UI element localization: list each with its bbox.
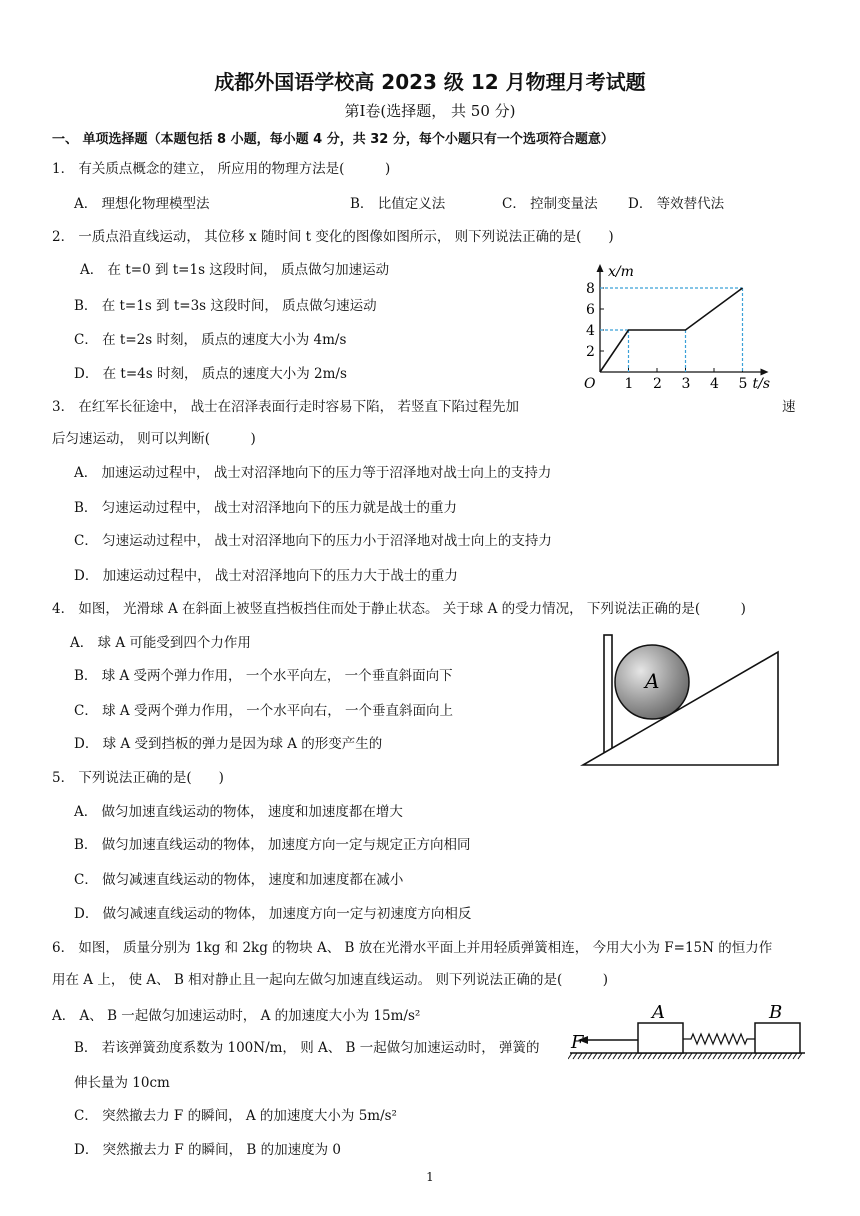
force-label: F bbox=[571, 1032, 584, 1053]
hatch-line bbox=[688, 1053, 692, 1059]
hatch-line bbox=[793, 1053, 797, 1059]
q3-stem-line2: 后匀速运动， 则可以判断( ) bbox=[52, 431, 256, 447]
hatch-line bbox=[723, 1053, 727, 1059]
hatch-line bbox=[633, 1053, 637, 1059]
q3-option-d: D． 加速运动过程中， 战士对沼泽地向下的压力大于战士的重力 bbox=[74, 568, 458, 584]
hatch-line bbox=[573, 1053, 577, 1059]
y-axis-arrow bbox=[597, 264, 604, 272]
q2-option-c: C． 在 t=2s 时刻， 质点的速度大小为 4m/s bbox=[74, 332, 347, 348]
q4-option-c: C． 球 A 受两个弹力作用， 一个水平向右， 一个垂直斜面向上 bbox=[74, 703, 454, 719]
q5-option-b: B． 做匀加速直线运动的物体， 加速度方向一定与规定正方向相同 bbox=[74, 837, 471, 853]
hatch-line bbox=[728, 1053, 732, 1059]
hatch-line bbox=[663, 1053, 667, 1059]
q1-stem: 1． 有关质点概念的建立， 所应用的物理方法是( ) bbox=[52, 161, 391, 177]
hatch-line bbox=[788, 1053, 792, 1059]
q5-option-c: C． 做匀减速直线运动的物体， 速度和加速度都在减小 bbox=[74, 872, 404, 888]
block-a-label: A bbox=[652, 1002, 665, 1023]
baffle-wall bbox=[604, 635, 612, 760]
hatch-line bbox=[658, 1053, 662, 1059]
ground-hatching bbox=[568, 1053, 802, 1059]
incline-ball-figure bbox=[575, 630, 785, 770]
y-tick-label: 6 bbox=[586, 302, 595, 318]
hatch-line bbox=[703, 1053, 707, 1059]
hatch-line bbox=[653, 1053, 657, 1059]
hatch-line bbox=[618, 1053, 622, 1059]
hatch-line bbox=[578, 1053, 582, 1059]
q3-stem-line1: 3． 在红军长征途中， 战士在沼泽表面行走时容易下陷， 若竖直下陷过程先加 bbox=[52, 399, 519, 415]
spring bbox=[683, 1034, 755, 1044]
hatch-line bbox=[798, 1053, 802, 1059]
hatch-line bbox=[623, 1053, 627, 1059]
block-b bbox=[755, 1023, 800, 1053]
q6-option-d: D． 突然撤去力 F 的瞬间， B 的加速度为 0 bbox=[74, 1142, 341, 1158]
hatch-line bbox=[778, 1053, 782, 1059]
x-tick-label: 4 bbox=[710, 376, 719, 392]
q5-option-a: A． 做匀加速直线运动的物体， 速度和加速度都在增大 bbox=[74, 804, 403, 820]
hatch-line bbox=[748, 1053, 752, 1059]
hatch-line bbox=[588, 1053, 592, 1059]
q1-option-c: C． 控制变量法 bbox=[502, 196, 598, 212]
q1-option-d: D． 等效替代法 bbox=[628, 196, 725, 212]
hatch-line bbox=[643, 1053, 647, 1059]
hatch-line bbox=[758, 1053, 762, 1059]
blocks-spring-figure bbox=[568, 996, 808, 1066]
section-subtitle: 第Ⅰ卷(选择题， 共 50 分) bbox=[344, 102, 516, 120]
hatch-line bbox=[753, 1053, 757, 1059]
hatch-line bbox=[783, 1053, 787, 1059]
page-number: 1 bbox=[426, 1170, 434, 1184]
q6-option-b-line2: 伸长量为 10cm bbox=[74, 1075, 170, 1091]
q6-option-a: A． A、 B 一起做匀加速运动时， A 的加速度大小为 15m/s² bbox=[52, 1008, 421, 1024]
hatch-line bbox=[603, 1053, 607, 1059]
q4-option-a: A． 球 A 可能受到四个力作用 bbox=[70, 635, 251, 651]
origin-label: O bbox=[584, 376, 596, 392]
x-tick-label: 5 bbox=[738, 376, 748, 392]
block-a bbox=[638, 1023, 683, 1053]
hatch-line bbox=[673, 1053, 677, 1059]
hatch-line bbox=[613, 1053, 617, 1059]
y-tick-label: 2 bbox=[586, 344, 595, 360]
hatch-line bbox=[583, 1053, 587, 1059]
hatch-line bbox=[693, 1053, 697, 1059]
hatch-line bbox=[683, 1053, 687, 1059]
hatch-line bbox=[733, 1053, 737, 1059]
hatch-line bbox=[648, 1053, 652, 1059]
section-heading: 一、 单项选择题（本题包括 8 小题，每小题 4 分，共 32 分，每个小题只有一个选项符合题意） bbox=[52, 132, 614, 147]
q6-stem-line2: 用在 A 上， 使 A、 B 相对静止且一起向左做匀加速直线运动。 则下列说法正确的是( ) bbox=[52, 972, 608, 988]
hatch-line bbox=[713, 1053, 717, 1059]
hatch-line bbox=[743, 1053, 747, 1059]
q3-option-a: A． 加速运动过程中， 战士对沼泽地向下的压力等于沼泽地对战士向上的支持力 bbox=[74, 465, 552, 481]
hatch-line bbox=[593, 1053, 597, 1059]
q6-option-b-line1: B． 若该弹簧劲度系数为 100N/m， 则 A、 B 一起做匀加速运动时， 弹簧的 bbox=[74, 1040, 540, 1056]
hatch-line bbox=[668, 1053, 672, 1059]
y-tick-label: 8 bbox=[586, 281, 595, 297]
x-tick-label: 1 bbox=[624, 376, 634, 392]
hatch-line bbox=[738, 1053, 742, 1059]
q3-option-b: B． 匀速运动过程中， 战士对沼泽地向下的压力就是战士的重力 bbox=[74, 500, 458, 516]
hatch-line bbox=[773, 1053, 777, 1059]
hatch-line bbox=[678, 1053, 682, 1059]
block-b-label: B bbox=[769, 1002, 783, 1023]
x-axis-arrow bbox=[761, 369, 769, 376]
q4-stem: 4． 如图， 光滑球 A 在斜面上被竖直挡板挡住而处于静止状态。 关于球 A 的受力情况， 下列说法正确的是( ) bbox=[52, 601, 746, 617]
hatch-line bbox=[708, 1053, 712, 1059]
y-tick-label: 4 bbox=[586, 323, 595, 339]
q2-stem: 2． 一质点沿直线运动， 其位移 x 随时间 t 变化的图像如图所示， 则下列说法正确的是( ) bbox=[52, 229, 614, 245]
q2-option-a: A． 在 t=0 到 t=1s 这段时间， 质点做匀加速运动 bbox=[80, 262, 390, 278]
hatch-line bbox=[718, 1053, 722, 1059]
ball-label: A bbox=[645, 669, 660, 693]
hatch-line bbox=[598, 1053, 602, 1059]
x-axis-label: t/s bbox=[752, 376, 771, 392]
hatch-line bbox=[763, 1053, 767, 1059]
q1-option-b: B． 比值定义法 bbox=[350, 196, 446, 212]
hatch-line bbox=[768, 1053, 772, 1059]
hatch-line bbox=[568, 1053, 572, 1059]
q4-option-b: B． 球 A 受两个弹力作用， 一个水平向左， 一个垂直斜面向下 bbox=[74, 668, 453, 684]
q2-option-b: B． 在 t=1s 到 t=3s 这段时间， 质点做匀速运动 bbox=[74, 298, 377, 314]
hatch-line bbox=[638, 1053, 642, 1059]
q6-option-c: C． 突然撤去力 F 的瞬间， A 的加速度大小为 5m/s² bbox=[74, 1108, 397, 1124]
hatch-line bbox=[698, 1053, 702, 1059]
q5-stem: 5． 下列说法正确的是( ) bbox=[52, 770, 224, 786]
q3-stem-end: 速 bbox=[782, 399, 796, 415]
y-axis-label: x/m bbox=[608, 264, 634, 280]
page-title: 成都外国语学校高 2023 级 12 月物理月考试题 bbox=[214, 70, 646, 94]
q1-option-a: A． 理想化物理模型法 bbox=[74, 196, 210, 212]
x-tick-label: 3 bbox=[681, 376, 691, 392]
q3-option-c: C． 匀速运动过程中， 战士对沼泽地向下的压力小于沼泽地对战士向上的支持力 bbox=[74, 533, 552, 549]
x-tick-label: 2 bbox=[653, 376, 662, 392]
position-time-graph bbox=[570, 256, 780, 394]
q2-option-d: D． 在 t=4s 时刻， 质点的速度大小为 2m/s bbox=[74, 366, 347, 382]
hatch-line bbox=[628, 1053, 632, 1059]
hatch-line bbox=[608, 1053, 612, 1059]
q6-stem-line1: 6． 如图， 质量分别为 1kg 和 2kg 的物块 A、 B 放在光滑水平面上并用轻质弹簧相连， 今用大小为 F=15N 的恒力作 bbox=[52, 940, 773, 956]
q4-option-d: D． 球 A 受到挡板的弹力是因为球 A 的形变产生的 bbox=[74, 736, 383, 752]
q5-option-d: D． 做匀减速直线运动的物体， 加速度方向一定与初速度方向相反 bbox=[74, 906, 472, 922]
